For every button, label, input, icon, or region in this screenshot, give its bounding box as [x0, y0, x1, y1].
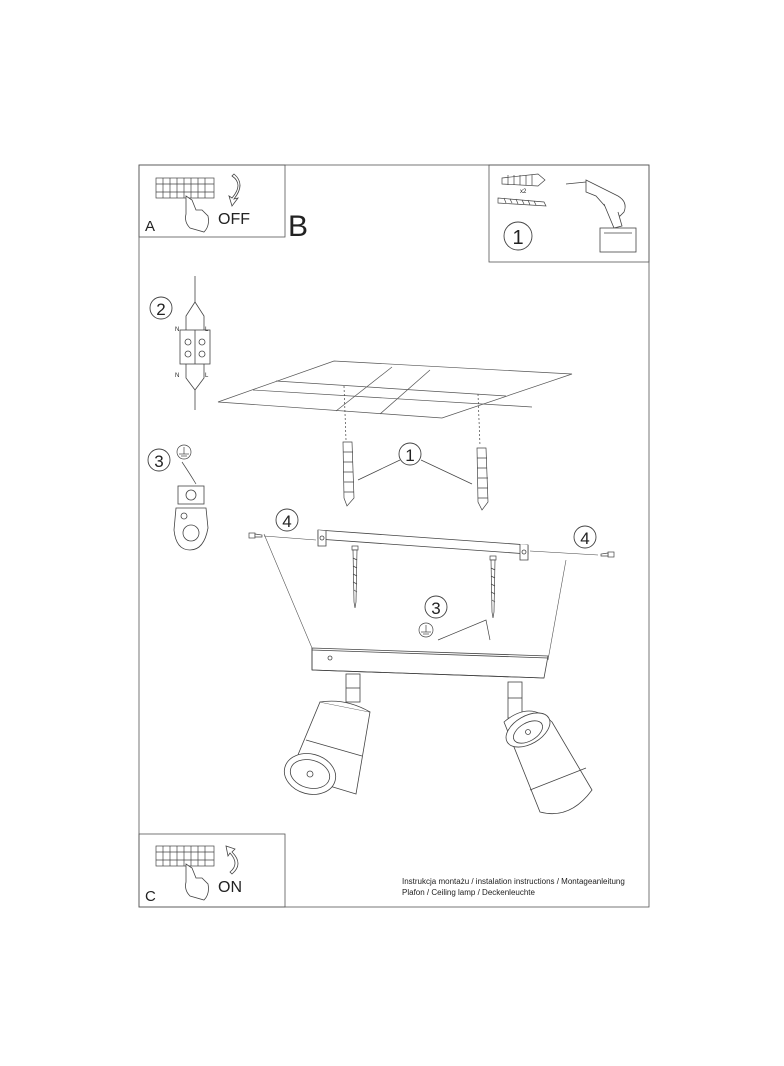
wiring-bottom-left-label: N	[175, 373, 180, 379]
callout-screw-right-number: 4	[580, 529, 590, 548]
wiring-step-number: 2	[156, 300, 166, 319]
callout-anchors-leader-left	[358, 460, 400, 480]
tools-quantity: x2	[520, 189, 527, 195]
circuit-breaker-on-icon	[156, 846, 214, 866]
wiring-bottom-right-label: L	[205, 373, 209, 379]
callout-screw-right-leader	[530, 551, 598, 555]
screw-icon	[498, 198, 546, 206]
arrow-up-icon	[226, 846, 238, 874]
ground-step-number: 3	[154, 452, 164, 471]
circuit-breaker-icon	[156, 178, 214, 198]
wiring-top-left-label: N	[175, 327, 180, 333]
ceiling-plate	[218, 361, 572, 418]
panel-c-switch-label: ON	[218, 879, 242, 896]
panel-c-letter: C	[145, 888, 156, 905]
terminal-block-icon	[180, 276, 210, 410]
panel-a	[139, 165, 285, 237]
callout-screw-left-number: 4	[282, 512, 292, 531]
panel-a-letter: A	[145, 218, 156, 235]
guide-line-left	[264, 534, 312, 648]
drill-icon	[566, 180, 636, 252]
panel-b-letter: B	[288, 210, 309, 243]
footer-product-line: Plafon / Ceiling lamp / Deckenleuchte	[402, 888, 535, 897]
side-screw-left	[249, 533, 262, 538]
spotlight-left	[280, 674, 370, 800]
hand-on-icon	[186, 864, 209, 900]
callout-screw-left-leader	[264, 536, 316, 540]
panel-a-switch-label: OFF	[218, 211, 250, 228]
guide-line-right	[548, 560, 566, 660]
ground-step	[148, 445, 208, 550]
tools-step-number: 1	[512, 227, 524, 249]
ground-symbol-icon	[177, 445, 191, 459]
panel-c	[139, 834, 285, 907]
hand-icon	[186, 196, 209, 232]
side-screw-right	[601, 552, 614, 557]
ground-terminal-icon	[174, 486, 208, 550]
long-screw-right	[490, 556, 496, 618]
panel-a-frame	[139, 165, 285, 237]
lamp-base-plate	[312, 648, 548, 678]
arrow-down-icon	[229, 174, 240, 206]
spotlight-right	[500, 682, 592, 814]
wall-anchor-right	[477, 394, 488, 510]
footer-instructions-line: Instrukcja montażu / instalation instructions / Montageanleitung	[402, 877, 625, 886]
ground-symbol-main-icon	[419, 623, 433, 637]
wall-plug-icon	[502, 174, 545, 186]
wiring-top-right-label: L	[205, 327, 209, 333]
wiring-step	[150, 276, 210, 410]
ground-wire-main	[438, 620, 490, 640]
panel-c-frame	[139, 834, 285, 907]
mounting-bracket	[318, 530, 528, 560]
tools-panel	[489, 165, 649, 262]
callout-anchors-number: 1	[405, 446, 415, 465]
callout-anchors-leader-right	[421, 460, 472, 484]
callout-ground-number: 3	[431, 599, 441, 618]
long-screw-left	[352, 546, 358, 608]
ground-wire	[182, 462, 196, 484]
